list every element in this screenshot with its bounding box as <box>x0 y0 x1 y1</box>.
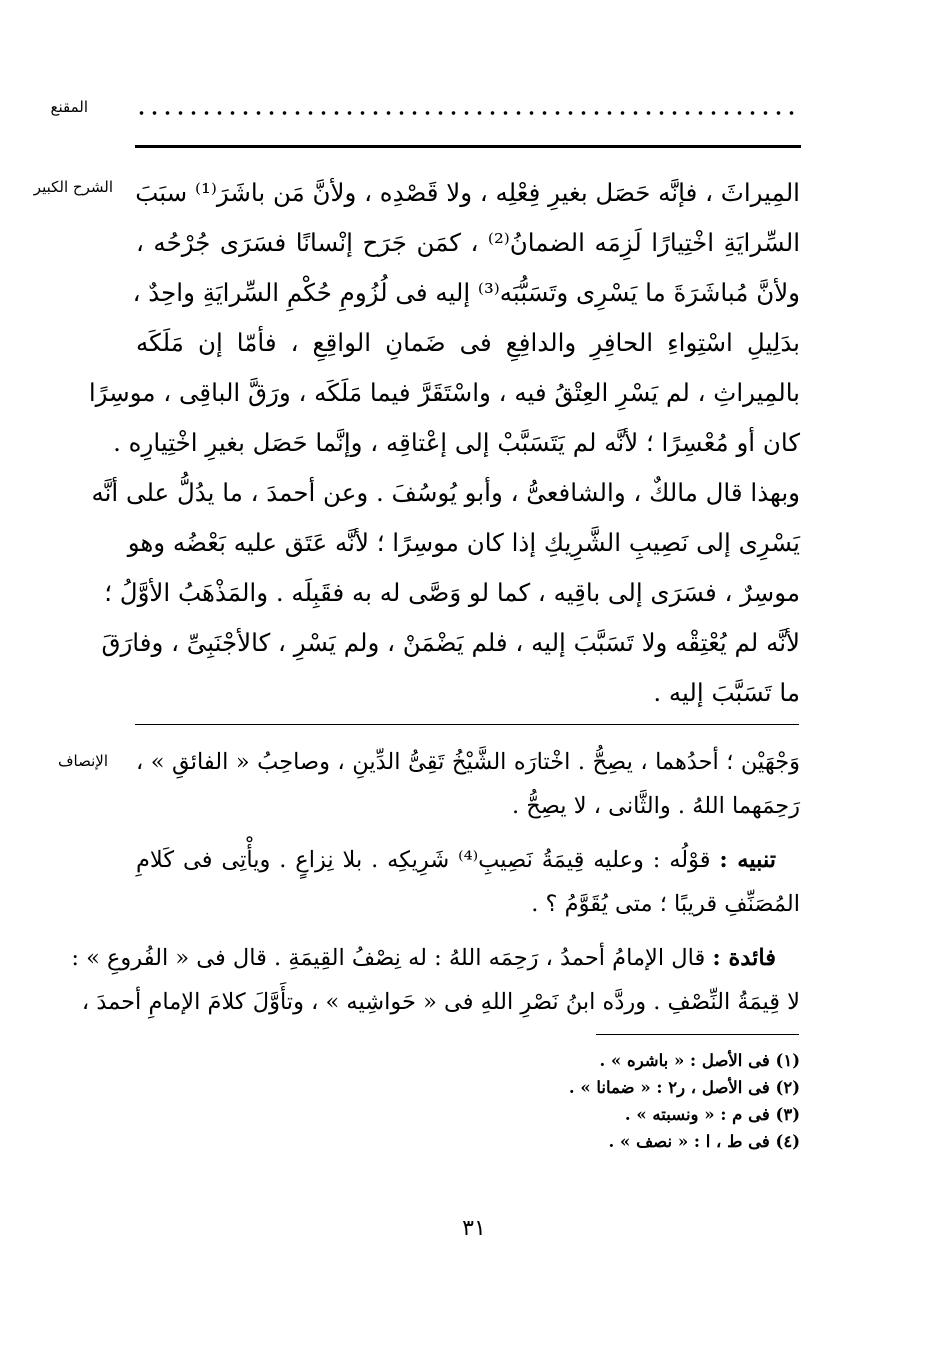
sharh-line: كان أو مُعْسِرًا ؛ لأنَّه لم يَتَسَبَّبْ إلى إعْتاقِه ، وإنَّما حَصَل بغيرِ اخْتِيارِه . <box>113 428 800 457</box>
faida-text: قال الإمامُ أحمدُ ، رَحِمَه اللهُ : له نِصْفُ القِيمَةِ . قال فى « الفُروعِ » : <box>71 945 706 971</box>
sharh-line: ما تَسَبَّبَ إليه . <box>653 678 800 707</box>
sharh-text <box>88 168 800 718</box>
faida-label: فائدة : <box>712 945 776 971</box>
sharh-line: يَسْرِى إلى نَصِيبِ الشَّرِيكِ إذا كان موسِرًا ؛ لأنَّه عَتَق عليه بَعْضُه وهو <box>127 528 800 557</box>
sharh-line: لأنَّه لم يُعْتِقْه ولا تَسَبَّبَ إليه ، فلم يَضْمَنْ ، ولم يَسْرِ ، كالأجْنَبِىِّ ، وفارَقَ <box>101 628 800 657</box>
section-divider <box>135 724 799 725</box>
footnote: (٤) فى ط ، ا : « نصف » . <box>608 1132 800 1151</box>
sharh-line: موسِرٌ ، فسَرَى إلى باقِيه ، كما لو وَصَّى له به فقَبِلَه . والمَذْهَبُ الأوَّلُ ؛ <box>104 578 800 607</box>
sharh-line: ولأنَّ مُباشَرَةَ ما يَسْرِى وتَسَبُّبَه⁽³⁾ إليه فى لُزُومِ حُكْمِ السِّرايَةِ واحِدٌ ، <box>132 278 800 307</box>
insaf-label: الإنصاف <box>57 752 108 770</box>
page-number: ٣١ <box>462 1216 486 1241</box>
sharh-kabir-label: الشرح الكبير <box>33 178 113 196</box>
footnote: (١) فى الأصل : « باشره » . <box>599 1051 800 1070</box>
book-title: المقنع <box>50 98 88 116</box>
tanbih-text: قوْلُه : وعليه قِيمَةُ نَصِيبِ⁽⁴⁾ شَرِيكِه . بلا نِزاعٍ . ويأْتِى فى كَلامِ <box>136 847 711 873</box>
footnote: (٣) فى م : « ونسبته » . <box>624 1105 800 1124</box>
sharh-line: وبهذا قال مالكٌ ، والشافعىُّ ، وأبو يُوسُفَ . وعن أحمدَ ، ما يدُلُّ على أنَّه <box>91 478 800 507</box>
tanbih-line <box>136 838 800 882</box>
sharh-line: المِيراثَ ، فإنَّه حَصَل بغيرِ فِعْلِه ، ولا قَصْدِه ، ولأنَّ مَن باشَرَ⁽¹⁾ سبَبَ <box>135 178 800 207</box>
footnote-rule <box>596 1034 799 1035</box>
faida-line <box>71 936 800 980</box>
footnotes <box>136 1047 800 1155</box>
sharh-line: السِّرايَةِ اخْتِيارًا لَزِمَه الضمانُ⁽²⁾ ، كمَن جَرَح إنْسانًا فسَرَى جُرْحُه ، <box>136 228 800 257</box>
insaf-line: لا قِيمَةُ النِّصْفِ . وردَّه ابنُ نَصْرِ اللهِ فى « حَواشِيه » ، وتأَوَّلَ كلامَ الإمامِ أحمدَ ، <box>81 989 800 1015</box>
insaf-line: رَحِمَهما اللهُ . والثَّانى ، لا يصِحُّ . <box>511 793 800 819</box>
insaf-line: وَجْهَيْن ؛ أحدُهما ، يصِحُّ . اخْتارَه الشَّيْخُ تَقِىُّ الدِّينِ ، وصاحِبُ « الفائقِ » ، <box>136 749 800 775</box>
header-dotted-rule <box>135 108 799 118</box>
tanbih-label: تنبيه : <box>719 847 776 873</box>
insaf-line: المُصَنِّفِ قريبًا ؛ متى يُقَوَّمُ ؟ . <box>531 891 800 917</box>
header-rule <box>135 145 801 148</box>
sharh-line: بدَلِيلِ اسْتِواءِ الحافِرِ والدافِعِ فى ضَمانِ الواقِعِ ، فأمّا إن مَلَكَه <box>136 328 800 357</box>
footnote: (٢) فى الأصل ، ر٢ : « ضمانا » . <box>568 1078 800 1097</box>
sharh-line: بالمِيراثِ ، لم يَسْرِ العِتْقُ فيه ، واسْتَقَرَّ فيما مَلَكَه ، ورَقَّ الباقِى ، موسِرًا <box>88 378 800 407</box>
